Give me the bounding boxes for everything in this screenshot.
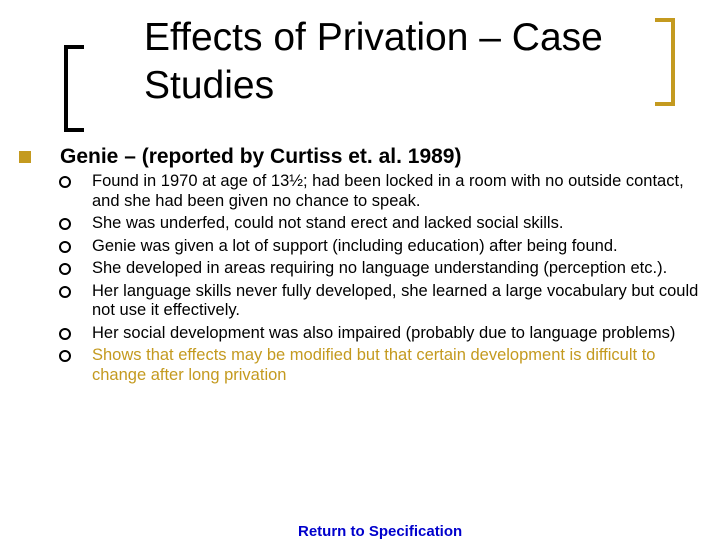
sub-bullet-item xyxy=(56,324,706,344)
circle-bullet-icon xyxy=(59,176,71,188)
sub-bullet-text: She was underfed, could not stand erect and lacked social skills. xyxy=(92,214,564,232)
right-bracket-decoration xyxy=(655,18,675,106)
sub-bullet-text: Genie was given a lot of support (including education) after being found. xyxy=(92,236,618,255)
sub-bullet-item xyxy=(56,172,706,211)
square-bullet-icon xyxy=(19,151,31,163)
sub-bullet-text: Her social development was also impaired (probably due to language problems) xyxy=(92,323,676,342)
circle-bullet-icon xyxy=(59,218,71,230)
sub-bullet-text: She developed in areas requiring no language understanding (perception etc.). xyxy=(92,259,668,277)
main-bullet-text: Genie – (reported by Curtiss et. al. 1989) xyxy=(60,145,462,168)
left-bracket-decoration xyxy=(64,45,84,132)
sub-bullet-list xyxy=(56,172,706,388)
circle-bullet-icon xyxy=(59,286,71,298)
circle-bullet-icon xyxy=(59,350,71,362)
sub-bullet-text: Shows that effects may be modified but that certain development is difficult to change after long privation xyxy=(92,346,656,384)
sub-bullet-text: Her language skills never fully developed, she learned a large vocabulary but could not use it effectively. xyxy=(92,281,699,319)
circle-bullet-icon xyxy=(59,263,71,275)
slide-title: Effects of Privation – Case Studies xyxy=(144,16,603,107)
sub-bullet-item xyxy=(56,237,706,257)
return-to-specification-link[interactable]: Return to Specification xyxy=(298,523,463,540)
circle-bullet-icon xyxy=(59,328,71,340)
sub-bullet-item xyxy=(56,282,706,321)
sub-bullet-text: Found in 1970 at age of 13½; had been locked in a room with no outside contact, and she had been given no chance to speak. xyxy=(92,172,684,210)
sub-bullet-item xyxy=(56,214,706,234)
circle-bullet-icon xyxy=(59,241,71,253)
sub-bullet-item-conclusion xyxy=(56,346,706,385)
sub-bullet-item xyxy=(56,259,706,279)
